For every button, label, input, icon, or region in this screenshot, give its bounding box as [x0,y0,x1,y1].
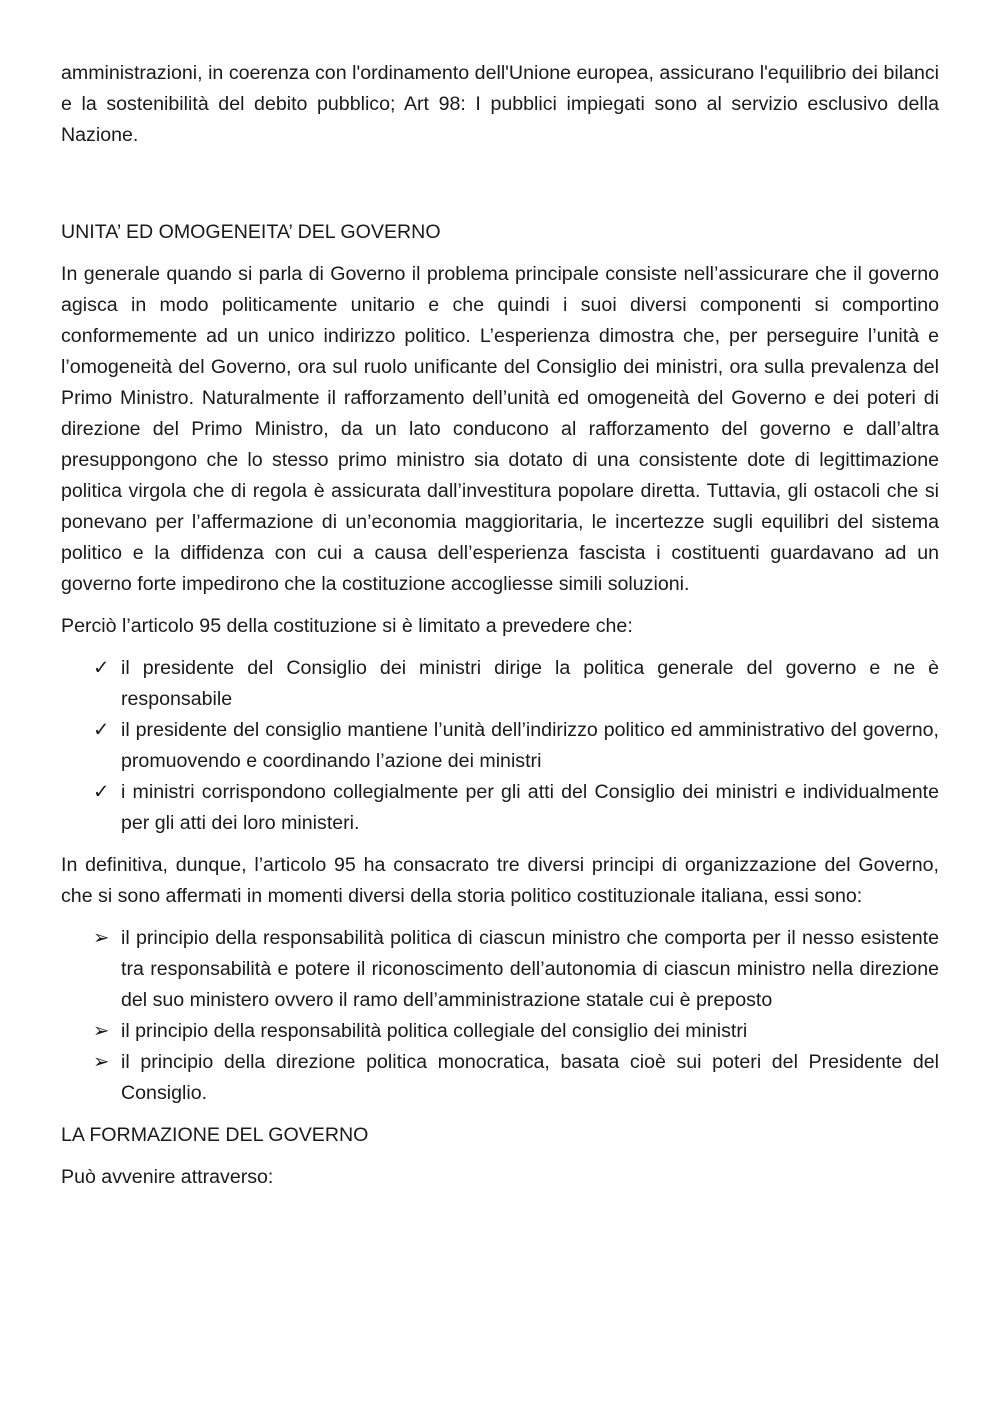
list-item-text: il principio della direzione politica monocratica, basata cioè sui poteri del Presidente del Consiglio. [121,1051,939,1104]
list-item-text: il principio della responsabilità politica collegiale del consiglio dei ministri [121,1020,748,1042]
list-item [61,715,939,777]
checkmark-icon: ✓ [93,657,110,679]
arrow-bullet-icon: ➢ [93,1020,110,1042]
checkmark-list [61,653,939,839]
list-item-text: il presidente del consiglio mantiene l’unità dell’indirizzo politico ed amministrativo del governo, promuovendo e coordinando l’azione dei ministri [121,719,939,772]
section-heading-unita: UNITA’ ED OMOGENEITA’ DEL GOVERNO [61,221,441,243]
list-item-text: i ministri corrispondono collegialmente per gli atti del Consiglio dei ministri e individualmente per gli atti dei loro ministeri. [121,781,939,834]
document-page [61,58,939,1204]
intro-paragraph: amministrazioni, in coerenza con l'ordinamento dell'Unione europea, assicurano l'equilibrio dei bilanci e la sostenibilità del debito pubblico; Art 98: I pubblici impiegati sono al servizio esclusivo della Nazione. [61,62,939,146]
checkmark-icon: ✓ [93,719,110,741]
list-item [61,777,939,839]
arrow-bullet-icon: ➢ [93,1051,110,1073]
arrow-list [61,923,939,1109]
body-paragraph: In generale quando si parla di Governo il problema principale consiste nell’assicurare che il governo agisca in modo politicamente unitario e che quindi i suoi diversi componenti si comportino conformemente ad un unico indirizzo politico. L’esperienza dimostra che, per perseguire l’unità e l’omogeneità del Governo, ora sul ruolo unificante del Consiglio dei ministri, ora sulla prevalenza del Primo Ministro. Naturalmente il rafforzamento dell’unità ed omogeneità del Governo e dei poteri di direzione del Primo Ministro, da un lato conducono al rafforzamento del governo e dall’altra presuppongono che lo stesso primo ministro sia dotato di una consistente dote di legittimazione politica virgola che di regola è assicurata dall’investitura popolare diretta. Tuttavia, gli ostacoli che si ponevano per l’affermazione di un’economia maggioritaria, le incertezze sugli equilibri del sistema politico e la diffidenza con cui a causa dell’esperienza fascista i costituenti guardavano ad un governo forte impedirono che la costituzione accogliesse simili soluzioni. [61,263,939,595]
list-lead-paragraph: Perciò l’articolo 95 della costituzione si è limitato a prevedere che: [61,615,633,637]
list-item [61,653,939,715]
conclusion-paragraph: In definitiva, dunque, l’articolo 95 ha consacrato tre diversi principi di organizzazione del Governo, che si sono affermati in momenti diversi della storia politico costituzionale italiana, essi sono: [61,854,939,907]
list-item [61,1047,939,1109]
section-lead-paragraph: Può avvenire attraverso: [61,1166,274,1188]
list-item [61,923,939,1016]
section-heading-formazione: LA FORMAZIONE DEL GOVERNO [61,1124,369,1146]
list-item-text: il presidente del Consiglio dei ministri dirige la politica generale del governo e ne è responsabile [121,657,939,710]
list-item [61,1016,939,1047]
list-item-text: il principio della responsabilità politica di ciascun ministro che comporta per il nesso esistente tra responsabilità e potere il riconoscimento dell’autonomia di ciascun ministro nella direzione del suo ministero ovvero il ramo dell’amministrazione statale cui è preposto [121,927,939,1011]
arrow-bullet-icon: ➢ [93,927,110,949]
checkmark-icon: ✓ [93,781,110,803]
